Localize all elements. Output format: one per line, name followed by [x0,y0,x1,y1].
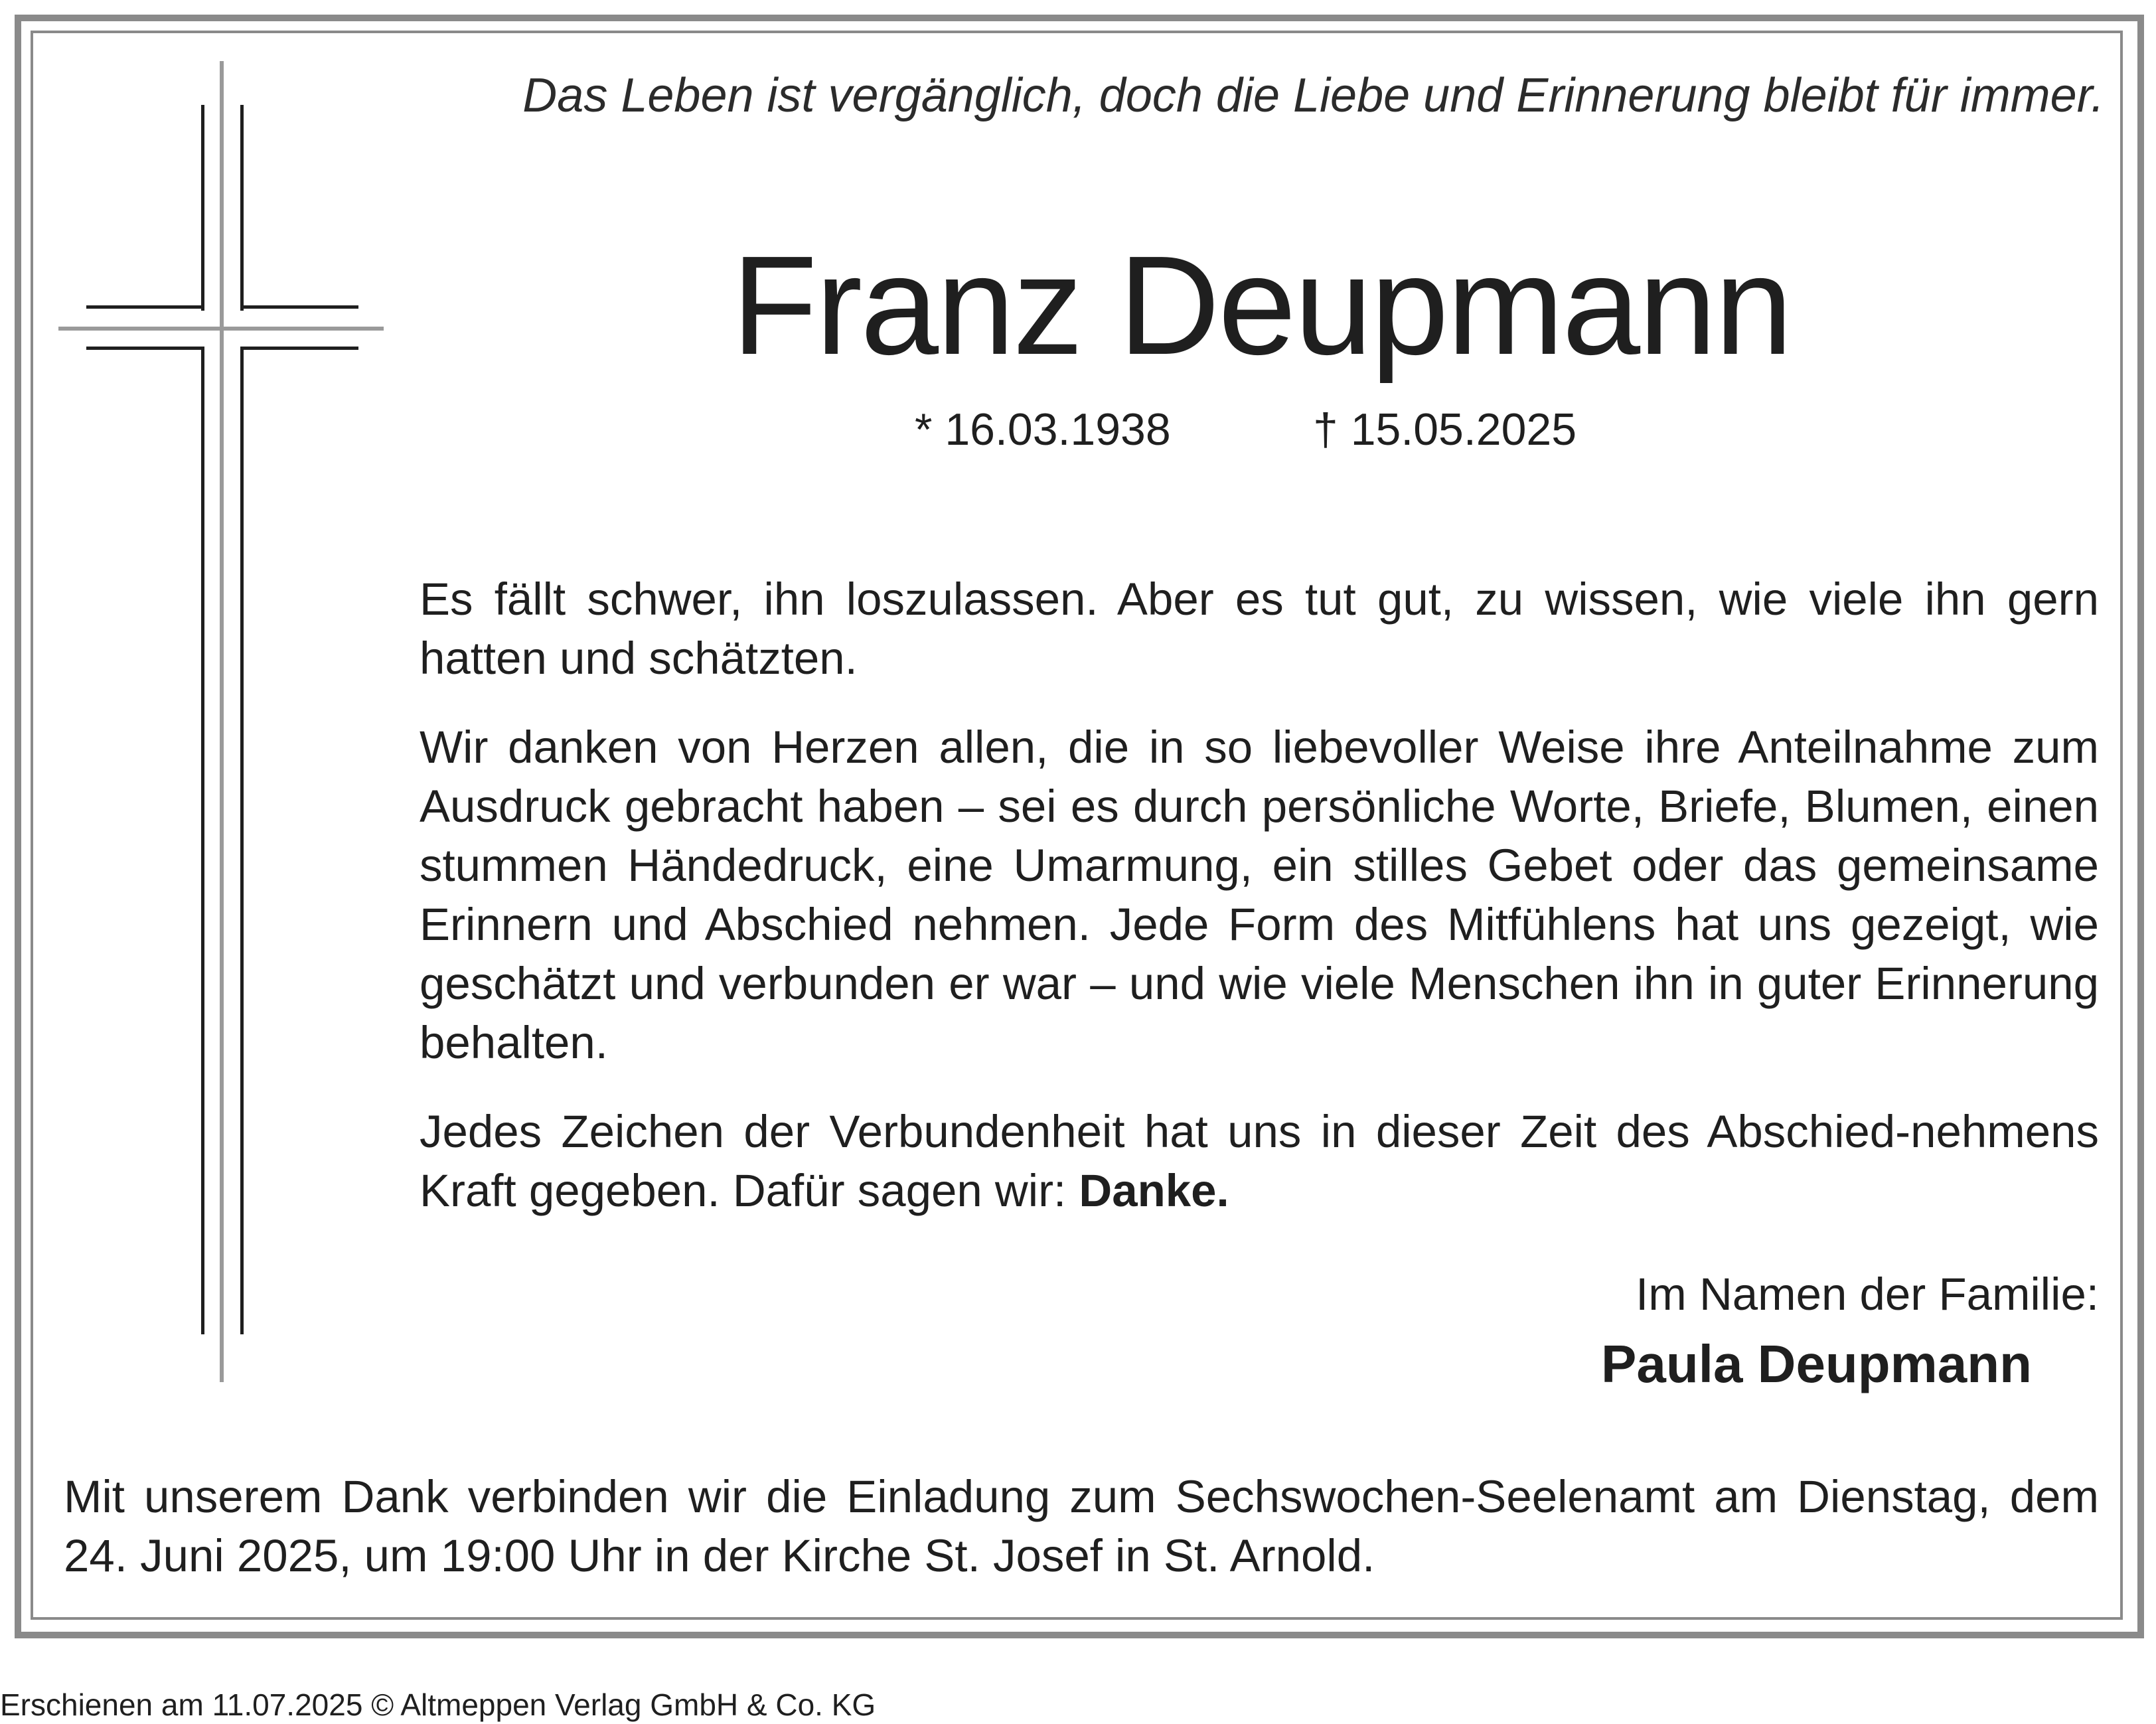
cross-vertical-right-upper [240,105,244,311]
signature-label: Im Namen der Familie: [1636,1269,2099,1320]
cross-horizontal-right-bottom [240,347,358,350]
memorial-quote: Das Leben ist vergänglich, doch die Liebe und Erinnerung bleibt für immer. [522,69,2104,122]
cross-vertical-left-upper [201,105,204,311]
deceased-name: Franz Deupmann [732,226,1791,384]
signature-name: Paula Deupmann [1601,1334,2033,1393]
cross-horizontal-left-top [86,305,204,309]
cross-vertical-right-lower [240,347,244,1334]
cross-vertical-center [220,61,224,1382]
cross-horizontal-right-top [240,305,358,309]
paragraph-1: Es fällt schwer, ihn loszulassen. Aber es tut gut, zu wissen, wie viele ihn gern hatten und schätzten. [420,574,2099,684]
paragraph-3 [420,1102,2099,1220]
invitation-text: Mit unserem Dank verbinden wir die Einladung zum Sechswochen-Seelenamt am Dienstag, dem 24. Juni 2025, um 19:00 Uhr in der Kirche St. Josef in St. Arnold. [64,1471,2099,1581]
thanks-word: Danke. [1079,1165,1229,1216]
cross-horizontal-left-bottom [86,347,204,350]
cross-vertical-left-lower [201,347,204,1334]
death-date: † 15.05.2025 [1313,404,1577,455]
paragraph-3-text: Jedes Zeichen der Verbundenheit hat uns in dieser Zeit des Abschied-nehmens Kraft gegeben. Dafür sagen wir: [420,1106,2099,1216]
publication-footer: Erschienen am 11.07.2025 © Altmeppen Verlag GmbH & Co. KG [0,1687,876,1722]
cross-horizontal-center [58,327,384,331]
birth-date: * 16.03.1938 [915,404,1171,455]
paragraph-2: Wir danken von Herzen allen, die in so liebevoller Weise ihre Anteilnahme zum Ausdruck gebracht haben – sei es durch persönliche Worte, Briefe, Blumen, einen stummen Händedruck, eine Umarmung, ein stilles Gebet oder das gemeinsame Erinnern und Abschied nehmen. Jede Form des Mitfühlens hat uns gezeigt, wie geschätzt und verbunden er war – und wie viele Menschen ihn in guter Erinnerung behalten. [420,722,2099,1068]
